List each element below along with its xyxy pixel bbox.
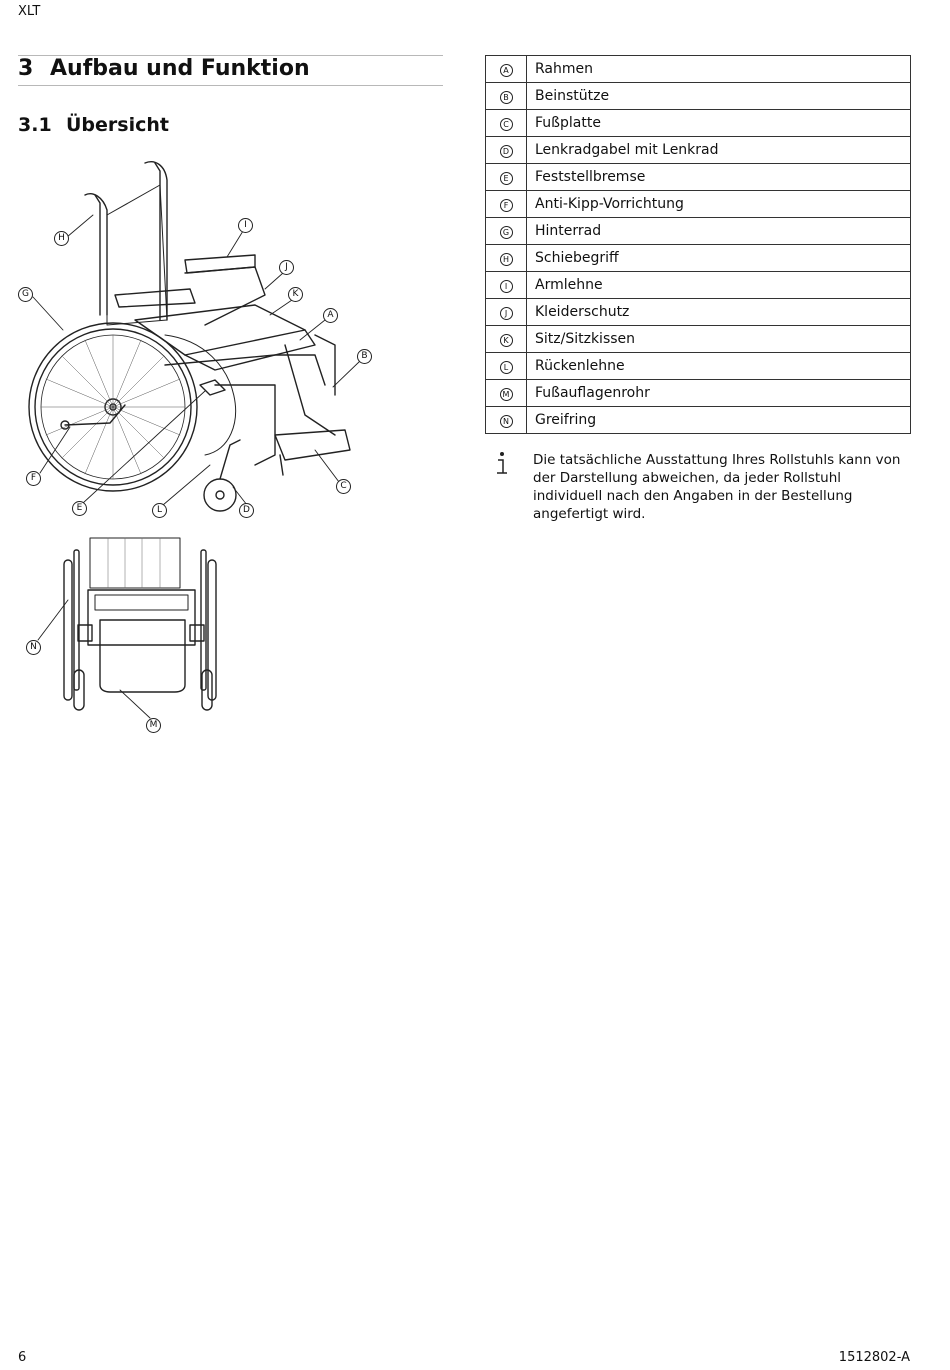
header-product: XLT xyxy=(18,4,41,19)
legend-row xyxy=(486,218,911,245)
callout-d: D xyxy=(239,503,254,518)
legend-label: Schiebegriff xyxy=(527,245,911,272)
callout-e: E xyxy=(72,501,87,516)
legend-label: Hinterrad xyxy=(527,218,911,245)
legend-key: J xyxy=(500,307,513,320)
section-number: 3 xyxy=(18,56,34,81)
legend-row xyxy=(486,299,911,326)
legend-key-cell xyxy=(486,299,527,326)
callout-f: F xyxy=(26,471,41,486)
legend-key: H xyxy=(500,253,513,266)
callout-l: L xyxy=(152,503,167,518)
legend-key-cell xyxy=(486,56,527,83)
legend-label: Lenkradgabel mit Lenkrad xyxy=(527,137,911,164)
legend-row xyxy=(486,137,911,164)
legend-key: F xyxy=(500,199,513,212)
section-title: Aufbau und Funktion xyxy=(50,56,310,81)
callout-g: G xyxy=(18,287,33,302)
legend-label: Beinstütze xyxy=(527,83,911,110)
legend-key: D xyxy=(500,145,513,158)
legend-key: B xyxy=(500,91,513,104)
document-id: 1512802-A xyxy=(838,1350,910,1365)
legend-row xyxy=(486,380,911,407)
legend-label: Rückenlehne xyxy=(527,353,911,380)
legend-key-cell xyxy=(486,110,527,137)
info-icon xyxy=(494,451,510,477)
legend-key: M xyxy=(500,388,513,401)
legend-label: Fußplatte xyxy=(527,110,911,137)
section-heading xyxy=(18,56,310,81)
wheelchair-front-view-figure xyxy=(20,530,230,735)
legend-row xyxy=(486,407,911,434)
page-number: 6 xyxy=(18,1350,27,1365)
legend-key: L xyxy=(500,361,513,374)
legend-key-cell xyxy=(486,380,527,407)
legend-key-cell xyxy=(486,245,527,272)
callout-a: A xyxy=(323,308,338,323)
legend-key-cell xyxy=(486,218,527,245)
legend-row xyxy=(486,272,911,299)
legend-key: G xyxy=(500,226,513,239)
legend-row xyxy=(486,110,911,137)
legend-key-cell xyxy=(486,164,527,191)
callout-j: J xyxy=(279,260,294,275)
legend-label: Rahmen xyxy=(527,56,911,83)
callout-i: I xyxy=(238,218,253,233)
legend-key-cell xyxy=(486,83,527,110)
legend-key-cell xyxy=(486,191,527,218)
legend-key-cell xyxy=(486,326,527,353)
subsection-title: Übersicht xyxy=(66,114,169,136)
legend-label: Armlehne xyxy=(527,272,911,299)
legend-row xyxy=(486,326,911,353)
callout-k: K xyxy=(288,287,303,302)
parts-legend-table xyxy=(485,55,911,434)
legend-row xyxy=(486,83,911,110)
legend-row xyxy=(486,245,911,272)
legend-label: Fußauflagenrohr xyxy=(527,380,911,407)
wheelchair-side-view-figure xyxy=(15,155,375,525)
callout-n: N xyxy=(26,640,41,655)
legend-row xyxy=(486,191,911,218)
legend-key: A xyxy=(500,64,513,77)
legend-key: C xyxy=(500,118,513,131)
legend-key-cell xyxy=(486,272,527,299)
legend-key: I xyxy=(500,280,513,293)
subsection-heading xyxy=(18,114,169,136)
legend-row xyxy=(486,353,911,380)
legend-label: Kleiderschutz xyxy=(527,299,911,326)
callout-h: H xyxy=(54,231,69,246)
legend-key-cell xyxy=(486,353,527,380)
callout-c: C xyxy=(336,479,351,494)
legend-label: Anti-Kipp-Vorrichtung xyxy=(527,191,911,218)
subsection-number: 3.1 xyxy=(18,114,52,136)
legend-row xyxy=(486,56,911,83)
legend-key: K xyxy=(500,334,513,347)
callout-m: M xyxy=(146,718,161,733)
legend-label: Feststellbremse xyxy=(527,164,911,191)
info-note-text: Die tatsächliche Ausstattung Ihres Rollstuhls kann von der Darstellung abweichen, da jeder Rollstuhl individuell nach den Angaben in der Bestellung angefertigt wird. xyxy=(533,452,901,522)
callout-b: B xyxy=(357,349,372,364)
legend-label: Greifring xyxy=(527,407,911,434)
legend-label: Sitz/Sitzkissen xyxy=(527,326,911,353)
legend-key-cell xyxy=(486,407,527,434)
section-rule-bottom xyxy=(18,85,443,86)
legend-key-cell xyxy=(486,137,527,164)
legend-key: E xyxy=(500,172,513,185)
legend-row xyxy=(486,164,911,191)
legend-key: N xyxy=(500,415,513,428)
